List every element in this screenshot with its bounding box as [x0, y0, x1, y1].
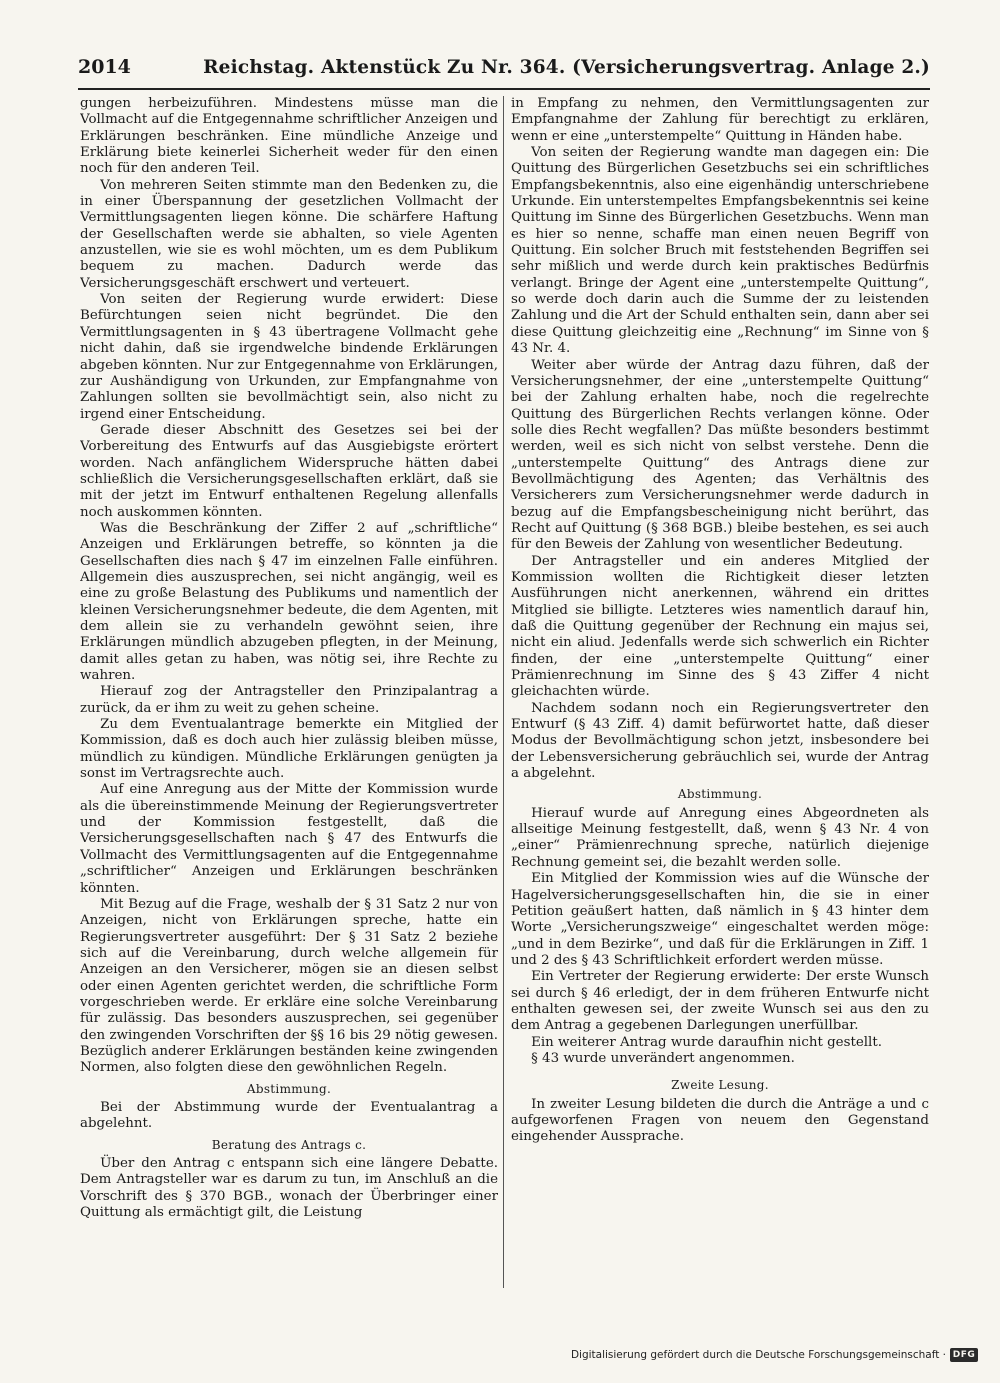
header-rule [78, 88, 930, 90]
paragraph: Der Antragsteller und ein anderes Mitglied der Kommission wollten die Richtigkeit dieser letzten Ausführungen nicht anerkennen, während ein drittes Mitglied sie billigte. Letzteres wies namentlich darauf hin, daß die Quittung gegenüber der Rechnung ein majus sei, nicht ein aliud. Jedenfalls werde sich schwerlich ein Richter finden, der eine „unterstempelte Quittung“ einer Prämienrechnung im Sinne des § 43 Ziffer 4 nicht gleichachten würde. [511, 553, 929, 700]
paragraph: in Empfang zu nehmen, den Vermittlungsagenten zur Empfangnahme der Zahlung für berechtigt zu erklären, wenn er eine „unterstempelte“ Quittung in Händen habe. [511, 96, 929, 144]
paragraph: Ein weiterer Antrag wurde daraufhin nicht gestellt. [531, 1034, 882, 1050]
page-header [78, 56, 930, 86]
paragraph: Über den Antrag c entspann sich eine längere Debatte. Dem Antragsteller war es darum zu tun, im Anschluß an die Vorschrift des § 370 BGB., wonach der Überbringer einer Quittung als ermächtigt gilt, die Leistung [80, 1156, 498, 1221]
footer-credit [571, 1346, 978, 1364]
paragraph: § 43 wurde unverändert angenommen. [531, 1050, 795, 1066]
column-divider [503, 96, 504, 1288]
paragraph: gungen herbeizuführen. Mindestens müsse man die Vollmacht auf die Entgegennahme schriftlicher Anzeigen und Erklärungen beschränken. Eine mündliche Anzeige und Erklärung biete keinerlei Sicherheit weder für den einen noch für den anderen Teil. [80, 96, 498, 177]
paragraph: Von seiten der Regierung wandte man dagegen ein: Die Quittung des Bürgerlichen Gesetzbuchs sei ein schriftliches Empfangsbekenntnis, also eine eigenhändig unterschriebene Urkunde. Ein unterstempeltes Empfangsbekenntnis sei keine Quittung im Sinne des Bürgerlichen Gesetzbuchs. Wenn man es hier so nenne, schaffe man einen neuen Begriff von Quittung. Ein solcher Bruch mit feststehenden Begriffen sei sehr mißlich und werde durch kein praktisches Bedürfnis verlangt. Bringe der Agent eine „unterstempelte Quittung“, so werde doch darin auch die Summe der zu leistenden Zahlung und die Art der Schuld enthalten sein, dann aber sei diese Quittung gleichzeitig eine „Rechnung“ im Sinne von § 43 Nr. 4. [511, 145, 929, 357]
paragraph: Zu dem Eventualantrage bemerkte ein Mitglied der Kommission, daß es doch auch hier zulässig bleiben müsse, mündlich zu kündigen. Mündliche Erklärungen genügten ja sonst im Vertragsrechte auch. [80, 717, 498, 782]
dfg-logo-icon: DFG [950, 1348, 978, 1362]
paragraph: Nachdem sodann noch ein Regierungsvertreter den Entwurf (§ 43 Ziff. 4) damit befürwortet hatte, daß dieser Modus der Bevollmächtigung schon jetzt, insbesondere bei der Lebensversicherung gebräuchlich sei, wurde der Antrag a abgelehnt. [511, 700, 929, 782]
paragraph: Mit Bezug auf die Frage, weshalb der § 31 Satz 2 nur von Anzeigen, nicht von Erklärungen spreche, hatte ein Regierungsvertreter ausgeführt: Der § 31 Satz 2 beziehe sich auf die Vereinbarung, durch welche allgemein für Anzeigen an den Versicherer, mögen sie an diesen selbst oder einen Agenten gerichtet werden, die schriftliche Form vorgeschrieben werde. Er erkläre eine solche Vereinbarung für zulässig. Das besonders auszusprechen, sei gegenüber den zwingenden Vorschriften der §§ 16 bis 29 nötig gewesen. Bezüglich anderer Erklärungen beständen keine zwingenden Normen, also folgten diese den gewöhnlichen Regeln. [80, 896, 498, 1076]
right-column [511, 96, 929, 1306]
paragraph: Hierauf wurde auf Anregung eines Abgeordneten als allseitige Meinung festgestellt, daß, wenn § 43 Nr. 4 von „einer“ Prämienrechnung spreche, natürlich diejenige Rechnung gemeint sei, die bezahlt werden solle. [511, 805, 929, 870]
section-heading: Abstimmung. [246, 1081, 332, 1096]
left-column [80, 96, 498, 1306]
paragraph: Hierauf zog der Antragsteller den Prinzipalantrag a zurück, da er ihm zu weit zu gehen scheine. [80, 684, 498, 716]
paragraph: Bei der Abstimmung wurde der Eventualantrag a abgelehnt. [80, 1099, 498, 1132]
paragraph: Ein Mitglied der Kommission wies auf die Wünsche der Hagelversicherungsgesellschaften hin, die sie in einer Petition geäußert hatten, daß nämlich in § 43 hinter dem Worte „Versicherungszweige“ eingeschaltet werden möge: „und in dem Bezirke“, und daß für die Erklärungen in Ziff. 1 und 2 des § 43 Schriftlichkeit erfordert werden müsse. [511, 871, 929, 968]
paragraph: Was die Beschränkung der Ziffer 2 auf „schriftliche“ Anzeigen und Erklärungen betreffe, so könnten ja die Gesellschaften dies nach § 47 im einzelnen Falle einführen. Allgemein dies auszusprechen, sei nicht angängig, weil es eine zu große Belastung des Publikums und namentlich der kleinen Versicherungsnehmer bedeute, die dem Agenten, mit dem allein sie zu verhandeln gewöhnt seien, ihre Erklärungen mündlich abzugeben pflegten, in der Meinung, damit alles getan zu haben, was nötig sei, ihre Rechte zu wahren. [80, 520, 498, 684]
page-number: 2014 [78, 56, 131, 78]
footer-credit-text: Digitalisierung gefördert durch die Deutsche Forschungsgemeinschaft · [570, 1349, 946, 1361]
section-heading: Abstimmung. [677, 787, 763, 802]
paragraph: Auf eine Anregung aus der Mitte der Kommission wurde als die übereinstimmende Meinung der Regierungsvertreter und der Kommission festgestellt, daß die Versicherungsgesellschaften nach § 47 des Entwurfs die Vollmacht des Vermittlungsagenten auf die Entgegennahme „schriftlicher“ Anzeigen und Erklärungen beschränken könnten. [80, 782, 498, 896]
paragraph: In zweiter Lesung bildeten die durch die Anträge a und c aufgeworfenen Fragen von neuem den Gegenstand eingehender Aussprache. [511, 1096, 929, 1145]
paragraph: Weiter aber würde der Antrag dazu führen, daß der Versicherungsnehmer, der eine „unterstempelte Quittung“ bei der Zahlung erhalten habe, noch die regelrechte Quittung des Bürgerlichen Rechts verlangen könne. Oder solle dies Recht wegfallen? Das müßte besonders bestimmt werden, weil es sich nicht von selbst verstehe. Denn die „unterstempelte Quittung“ des Antrags diene zur Bevollmächtigung des Agenten; das Verhältnis des Versicherers zum Versicherungsnehmer werde dadurch in bezug auf die Empfangsbescheinigung nicht berührt, das Recht auf Quittung (§ 368 BGB.) bleibe bestehen, es sei auch für den Beweis der Zahlung von wesentlicher Bedeutung. [511, 357, 929, 553]
paragraph: Von mehreren Seiten stimmte man den Bedenken zu, die in einer Überspannung der gesetzlichen Vollmacht der Vermittlungsagenten liegen könne. Die schärfere Haftung der Gesellschaften werde sie abhalten, so viele Agenten anzustellen, wie sie es wohl möchten, um es dem Publikum bequem zu machen. Dadurch werde das Versicherungsgeschäft erschwert und verteuert. [80, 177, 498, 291]
paragraph: Von seiten der Regierung wurde erwidert: Diese Befürchtungen seien nicht begründet. Die den Vermittlungsagenten in § 43 übertragene Vollmacht gehe nicht dahin, daß sie irgendwelche bindende Erklärungen abgeben könnten. Nur zur Entgegennahme von Erklärungen, zur Aushändigung von Urkunden, zur Empfangnahme von Zahlungen sollten sie bevollmächtigt sein, also nicht zu irgend einer Entscheidung. [80, 292, 498, 422]
paragraph: Ein Vertreter der Regierung erwiderte: Der erste Wunsch sei durch § 46 erledigt, der in dem früheren Entwurfe nicht enthalten gewesen sei, der zweite Wunsch sei aus den zu dem Antrag a gegebenen Darlegungen unerfüllbar. [511, 969, 929, 1034]
section-heading: Zweite Lesung. [671, 1078, 769, 1093]
section-heading: Beratung des Antrags c. [211, 1137, 367, 1152]
paragraph: Gerade dieser Abschnitt des Gesetzes sei bei der Vorbereitung des Entwurfs auf das Ausgiebigste erörtert worden. Nach anfänglichem Widerspruche hätten dabei schließlich die Versicherungsgesellschaften erklärt, daß sie mit der jetzt im Entwurf enthaltenen Regelung allenfalls noch auskommen könnten. [80, 422, 498, 520]
running-title: Reichstag. Aktenstück Zu Nr. 364. (Versicherungsvertrag. Anlage 2.) [203, 57, 930, 78]
